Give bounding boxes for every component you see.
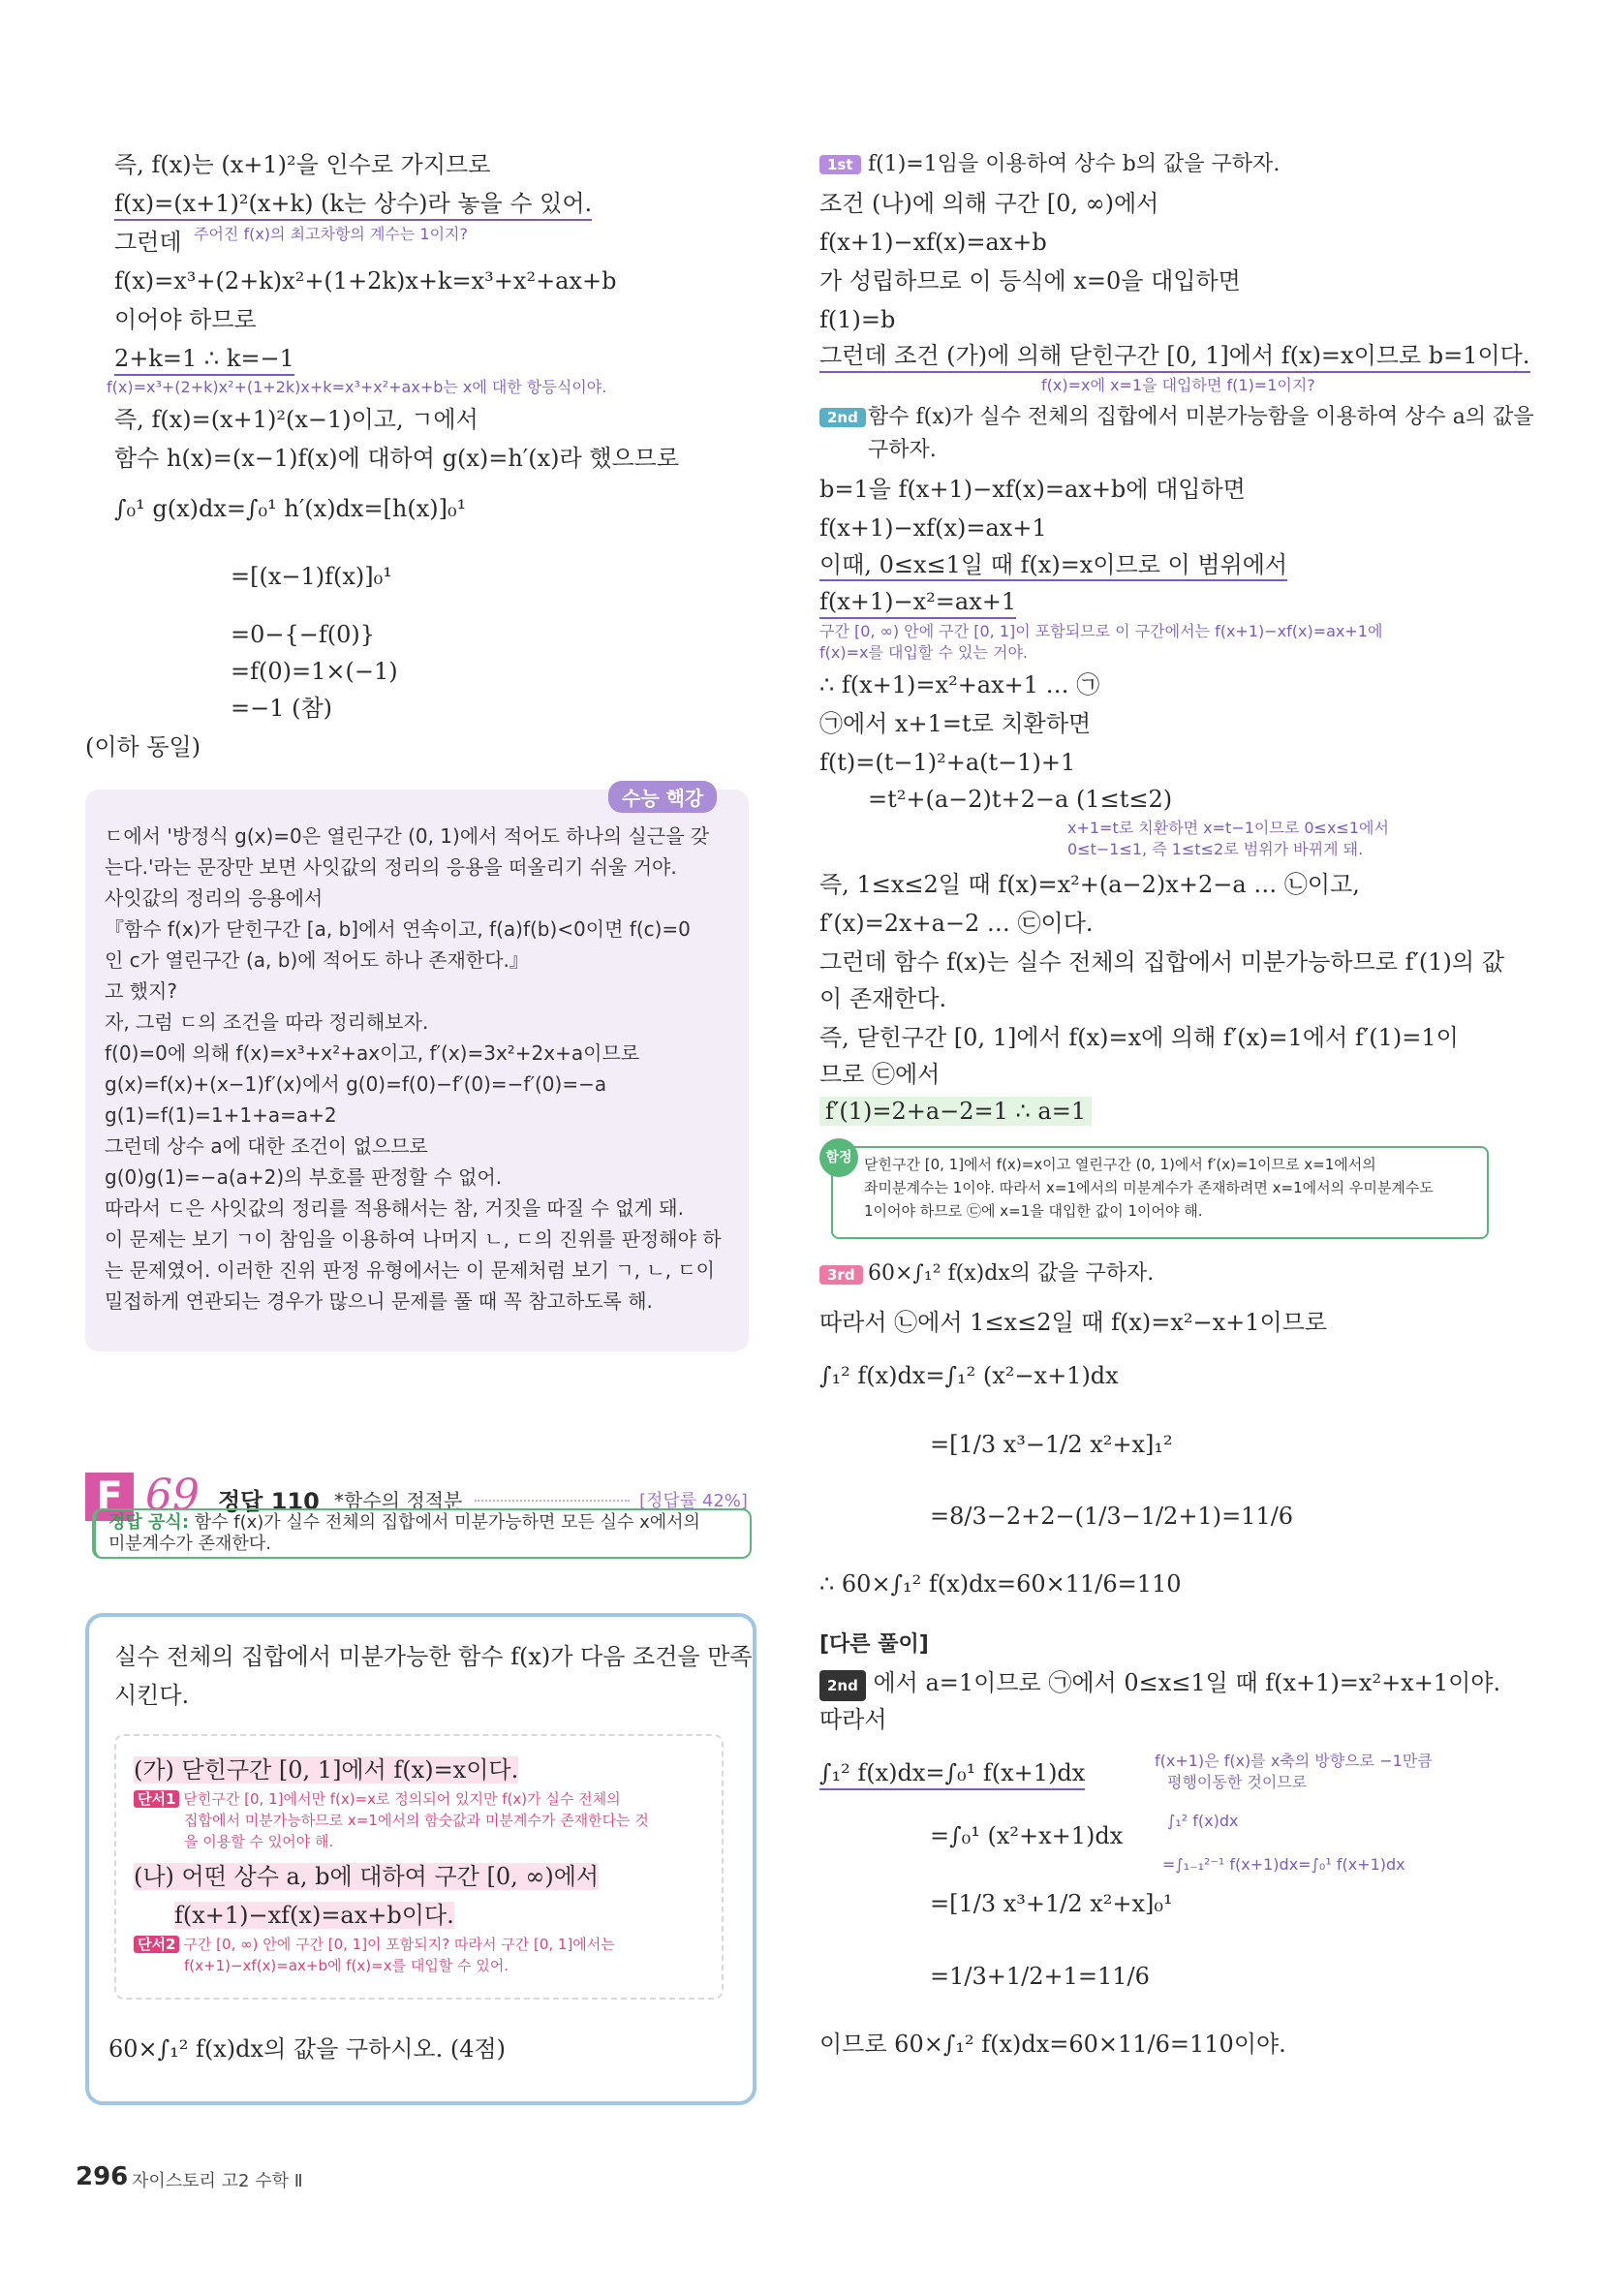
insight-line-5: 인 c가 열린구간 (a, b)에 적어도 하나 존재한다.』 [105, 948, 529, 972]
left-note-1: 주어진 f(x)의 최고차항의 계수는 1이지? [194, 225, 468, 243]
alt-solution-title: [다른 풀이] [819, 1632, 929, 1657]
right-note-1: f(x)=x에 x=1을 대입하면 f(1)=1이지? [1041, 376, 1315, 394]
problem-number: 69 [145, 1471, 200, 1520]
alt-line-2: 따라서 [819, 1706, 887, 1733]
alt-note-1: f(x+1)은 f(x)를 x축의 방향으로 −1만큼 [1155, 1752, 1433, 1770]
alt-line-4: =∫₀¹ (x²+x+1)dx [930, 1822, 1124, 1849]
hint-2-text-1: 구간 [0, ∞) 안에 구간 [0, 1]이 포함되지? 따라서 구간 [0, 1]에서는 [183, 1936, 615, 1953]
right-note-2b: f(x)=x를 대입할 수 있는 거야. [819, 643, 1028, 662]
right-line-25: ∴ 60×∫₁² f(x)dx=60×11/6=110 [819, 1570, 1182, 1598]
step-2-title-1: 함수 f(x)가 실수 전체의 집합에서 미분가능함을 이용하여 상수 a의 값을 [868, 405, 1534, 429]
formula-label: 정답 공식: [108, 1512, 190, 1533]
right-line-12: f(t)=(t−1)²+a(t−1)+1 [819, 749, 1076, 776]
step-1-tag: 1st [819, 155, 861, 174]
right-line-1: 조건 (나)에 의해 구간 [0, ∞)에서 [819, 190, 1159, 217]
left-line-13: =−1 (참) [231, 695, 333, 722]
left-line-4: f(x)=x³+(2+k)x²+(1+2k)x+k=x³+x²+ax+b [114, 267, 617, 295]
right-line-8 [819, 550, 1287, 579]
insight-line-12: g(0)g(1)=−a(a+2)의 부호를 판정할 수 없어. [105, 1165, 503, 1189]
step-2-title-2: 구하자. [868, 438, 937, 462]
insight-line-10: g(1)=f(1)=1+1+a=a+2 [105, 1103, 337, 1127]
right-line-18: 즉, 닫힌구간 [0, 1]에서 f(x)=x에 의해 f′(x)=1에서 f′(1)=1이 [819, 1024, 1459, 1051]
condition-b-2 [174, 1901, 454, 1930]
insight-line-11: 그런데 상수 a에 대한 조건이 없으므로 [105, 1134, 428, 1158]
insight-line-2: 는다.'라는 문장만 보면 사잇값의 정리의 응용을 떠올리기 쉬울 거야. [105, 855, 677, 879]
trap-line-2: 좌미분계수는 1이야. 따라서 x=1에서의 미분계수가 존재하려면 x=1에서의 우미분계수도 [864, 1179, 1434, 1196]
insight-line-15: 는 문제였어. 이러한 진위 판정 유형에서는 이 문제처럼 보기 ㄱ, ㄴ, ㄷ이 [105, 1258, 715, 1282]
insight-line-9: g(x)=f(x)+(x−1)f′(x)에서 g(0)=f(0)−f′(0)=−f′(0)=−a [105, 1072, 607, 1096]
left-line-12: =f(0)=1×(−1) [231, 658, 398, 685]
alt-line-6: =1/3+1/2+1=11/6 [930, 1963, 1150, 1990]
step-3-tag: 3rd [819, 1265, 863, 1285]
right-line-17: 이 존재한다. [819, 985, 947, 1012]
hint-1-line-1 [134, 1790, 621, 1809]
book-title: 자이스토리 고2 수학 Ⅱ [132, 2171, 303, 2191]
right-line-10: ∴ f(x+1)=x²+ax+1 … ㉠ [819, 671, 1100, 698]
insight-line-3: 사잇값의 정리의 응용에서 [105, 886, 324, 910]
alt-line-3: ∫₁² f(x)dx=∫₀¹ f(x+1)dx [819, 1758, 1085, 1790]
insight-label: 수능 핵강 [608, 781, 717, 813]
right-line-3: 가 성립하므로 이 등식에 x=0을 대입하면 [819, 267, 1241, 295]
hint-2-line-2: f(x+1)−xf(x)=ax+b에 f(x)=x를 대입할 수 있어. [184, 1957, 509, 1974]
left-line-3: 그런데 [114, 229, 182, 256]
right-line-15: f′(x)=2x+a−2 … ㉢이다. [819, 910, 1094, 937]
alt-note-2: 평행이동한 것이므로 [1167, 1773, 1308, 1791]
left-line-7: 즉, f(x)=(x+1)²(x−1)이고, ㄱ에서 [114, 406, 478, 433]
correct-rate: [정답률 42%] [639, 1491, 748, 1511]
alt-line-1 [819, 1668, 1500, 1701]
insight-line-14: 이 문제는 보기 ㄱ이 참임을 이용하여 나머지 ㄴ, ㄷ의 진위를 판정해야 하 [105, 1227, 722, 1251]
left-line-6: 2+k=1 ∴ k=−1 [114, 344, 294, 376]
trap-line-1: 닫힌구간 [0, 1]에서 f(x)=x이고 열린구간 (0, 1)에서 f′(x)=1이므로 x=1에서의 [864, 1156, 1376, 1173]
hint-1-text-1: 닫힌구간 [0, 1]에서만 f(x)=x로 정의되어 있지만 f(x)가 실수 전체의 [183, 1790, 621, 1808]
left-line-9: ∫₀¹ g(x)dx=∫₀¹ h′(x)dx=[h(x)]₀¹ [114, 495, 467, 522]
right-line-7: f(x+1)−xf(x)=ax+1 [819, 514, 1047, 542]
hint-1-tag: 단서1 [134, 1790, 179, 1808]
formula-text-1: 함수 f(x)가 실수 전체의 집합에서 미분가능하면 모든 실수 x에서의 [194, 1512, 700, 1533]
right-line-22: ∫₁² f(x)dx=∫₁² (x²−x+1)dx [819, 1362, 1119, 1389]
step-3-title: 60×∫₁² f(x)dx의 값을 구하자. [868, 1261, 1155, 1286]
problem-intro-1: 실수 전체의 집합에서 미분가능한 함수 f(x)가 다음 조건을 만족 [114, 1643, 753, 1670]
right-line-21: 따라서 ㉡에서 1≤x≤2일 때 f(x)=x²−x+1이므로 [819, 1309, 1328, 1336]
right-note-3b: 0≤t−1≤1, 즉 1≤t≤2로 범위가 바뀌게 돼. [1067, 840, 1364, 858]
insight-line-6: 고 했지? [105, 979, 177, 1003]
problem-letter: F [85, 1473, 134, 1521]
alt-note-3: ∫₁² f(x)dx [1167, 1812, 1239, 1830]
alt-line-1-text: 에서 a=1이므로 ㉠에서 0≤x≤1일 때 f(x+1)=x²+x+1이야. [873, 1669, 1501, 1696]
right-line-16: 그런데 함수 f(x)는 실수 전체의 집합에서 미분가능하므로 f′(1)의 값 [819, 948, 1504, 976]
left-line-2: f(x)=(x+1)²(x+k) (k는 상수)라 놓을 수 있어. [114, 189, 592, 221]
problem-answer: 정답 110 [218, 1488, 320, 1515]
left-line-8: 함수 h(x)=(x−1)f(x)에 대하여 g(x)=h′(x)라 했으므로 [114, 445, 680, 472]
alt-note-4: =∫₁₋₁²⁻¹ f(x+1)dx=∫₀¹ f(x+1)dx [1162, 1855, 1405, 1874]
hint-2-line-1 [134, 1936, 615, 1954]
formula-line-2: 미분계수가 존재한다. [108, 1534, 271, 1554]
left-note-2: f(x)=x³+(2+k)x²+(1+2k)x+k=x³+x²+ax+b는 x에 대한 항등식이야. [107, 378, 607, 396]
problem-topic: *함수의 정적분 [334, 1489, 463, 1512]
alt-line-7: 이므로 60×∫₁² f(x)dx=60×11/6=110이야. [819, 2031, 1286, 2058]
insight-line-8: f(0)=0에 의해 f(x)=x³+x²+ax이고, f′(x)=3x²+2x+a이므로 [105, 1041, 640, 1065]
step-1-title: f(1)=1임을 이용하여 상수 b의 값을 구하자. [868, 152, 1281, 176]
condition-b [134, 1862, 599, 1891]
insight-line-7: 자, 그럼 ㄷ의 조건을 따라 정리해보자. [105, 1010, 429, 1034]
left-line-10: =[(x−1)f(x)]₀¹ [231, 563, 392, 590]
right-line-4: f(1)=b [819, 306, 896, 333]
right-line-9: f(x+1)−x²=ax+1 [819, 587, 1016, 619]
right-note-2a: 구간 [0, ∞) 안에 구간 [0, 1]이 포함되므로 이 구간에서는 f(x+1)−xf(x)=ax+1에 [819, 622, 1383, 640]
trap-line-3: 1이어야 하므로 ㉢에 x=1을 대입한 값이 1이어야 해. [864, 1202, 1203, 1220]
right-line-11: ㉠에서 x+1=t로 치환하면 [819, 710, 1092, 737]
right-note-3a: x+1=t로 치환하면 x=t−1이므로 0≤x≤1에서 [1067, 819, 1389, 837]
left-line-14: (이하 동일) [85, 733, 201, 760]
page-number: 296 [76, 2162, 129, 2191]
formula-line-1 [108, 1511, 700, 1535]
right-line-6: b=1을 f(x+1)−xf(x)=ax+b에 대입하면 [819, 476, 1246, 503]
condition-a [134, 1755, 518, 1784]
right-line-19: 므로 ㉢에서 [819, 1061, 941, 1088]
alt-tag: 2nd [819, 1670, 866, 1701]
left-line-11: =0−{−f(0)} [231, 621, 376, 648]
right-line-5: 그런데 조건 (가)에 의해 닫힌구간 [0, 1]에서 f(x)=x이므로 b=1이다. [819, 341, 1530, 373]
right-line-8-text: 이때, 0≤x≤1일 때 f(x)=x이므로 이 범위에서 [819, 551, 1287, 581]
condition-a-text: (가) 닫힌구간 [0, 1]에서 f(x)=x이다. [134, 1756, 519, 1784]
hint-1-line-2: 집합에서 미분가능하므로 x=1에서의 함숫값과 미분계수가 존재한다는 것 [184, 1812, 649, 1829]
dot-leader [475, 1500, 630, 1502]
right-line-23: =[1/3 x³−1/2 x²+x]₁² [930, 1431, 1173, 1458]
problem-intro-2: 시킨다. [114, 1682, 190, 1709]
left-line-1: 즉, f(x)는 (x+1)²을 인수로 가지므로 [114, 151, 491, 178]
left-line-5: 이어야 하므로 [114, 306, 257, 333]
problem-question: 60×∫₁² f(x)dx의 값을 구하시오. (4점) [108, 2035, 507, 2063]
right-line-13: =t²+(a−2)t+2−a (1≤t≤2) [868, 786, 1173, 813]
right-line-14: 즉, 1≤x≤2일 때 f(x)=x²+(a−2)x+2−a … ㉡이고, [819, 871, 1360, 898]
right-line-20: f′(1)=2+a−2=1 ∴ a=1 [819, 1097, 1092, 1126]
alt-line-5: =[1/3 x³+1/2 x²+x]₀¹ [930, 1890, 1173, 1917]
condition-b-text: (나) 어떤 상수 a, b에 대하여 구간 [0, ∞)에서 [134, 1863, 600, 1890]
right-line-2: f(x+1)−xf(x)=ax+b [819, 229, 1047, 256]
step-2-tag: 2nd [819, 408, 866, 427]
hint-2-tag: 단서2 [134, 1936, 179, 1953]
insight-line-4: 『함수 f(x)가 닫힌구간 [a, b]에서 연속이고, f(a)f(b)<0이면 f(c)=0 [105, 917, 691, 941]
hint-1-line-3: 을 이용할 수 있어야 해. [184, 1833, 334, 1850]
insight-line-16: 밀접하게 연관되는 경우가 많으니 문제를 풀 때 꼭 참고하도록 해. [105, 1289, 653, 1313]
trap-label: 함정 [819, 1138, 858, 1177]
insight-line-13: 따라서 ㄷ은 사잇값의 정리를 적용해서는 참, 거짓을 따질 수 없게 돼. [105, 1196, 684, 1220]
condition-b-2-text: f(x+1)−xf(x)=ax+b이다. [174, 1902, 454, 1929]
right-line-24: =8/3−2+2−(1/3−1/2+1)=11/6 [930, 1503, 1294, 1530]
insight-line-1: ㄷ에서 '방정식 g(x)=0은 열린구간 (0, 1)에서 적어도 하나의 실근을 갖 [105, 824, 710, 848]
